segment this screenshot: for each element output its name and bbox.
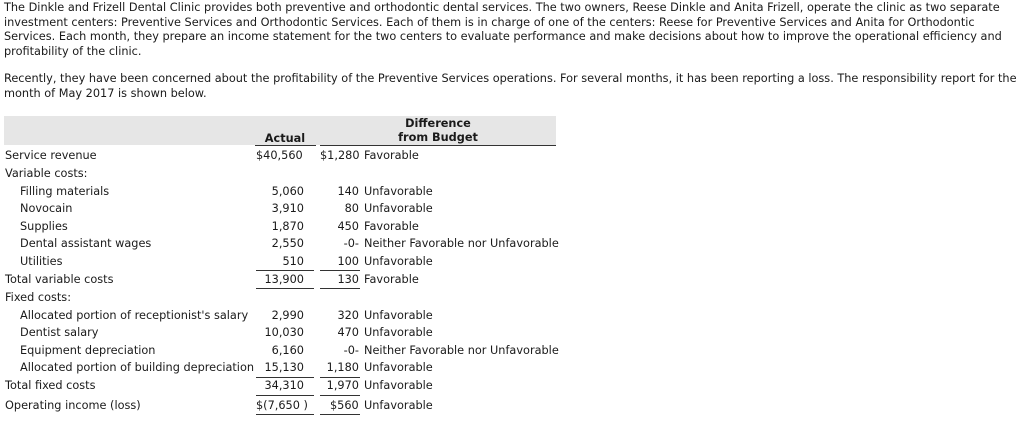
difference-amount: 450	[337, 220, 359, 233]
actual-amount: 2,990	[271, 309, 304, 322]
row-fixed-costs-heading	[0, 291, 560, 308]
difference-status: Unfavorable	[364, 399, 433, 412]
total-variable-difference-underline	[320, 288, 360, 289]
difference-amount: 320	[337, 309, 359, 322]
difference-header-underline	[320, 145, 556, 146]
operating-income-double-underline-1	[256, 414, 314, 415]
difference-status: Favorable	[364, 273, 419, 286]
building-depreciation-underline	[256, 377, 314, 378]
actual-column-header: Actual	[264, 132, 306, 145]
difference-status: Unfavorable	[364, 255, 433, 268]
building-depreciation-difference-underline	[320, 377, 360, 378]
total-fixed-difference-underline	[320, 395, 360, 396]
difference-amount: 470	[337, 326, 359, 339]
row-label: Equipment depreciation	[20, 344, 156, 357]
difference-status: Unfavorable	[364, 202, 433, 215]
intro-paragraph-1: The Dinkle and Frizell Dental Clinic provides both preventive and orthodontic dental services. The two owners, Reese Dinkle and Anita Frizell, operate the clinic as two separate investment centers: Preventive Services and Orthodontic Services. Each of them is in charge of one of the centers: Reese for Preventive Services and Anita for Orthodontic Services. Each month, they prepare an income statement for the two centers to evaluate performance and make decisions about how to improve the operational efficiency and profitability of the clinic.	[4, 1, 1002, 58]
row-label: Novocain	[20, 202, 73, 215]
difference-header-line2: from Budget	[398, 130, 478, 144]
difference-status: Unfavorable	[364, 379, 433, 392]
row-label: Utilities	[20, 255, 63, 268]
row-label: Filling materials	[20, 185, 110, 198]
difference-amount: $560	[330, 399, 359, 412]
row-receptionist-salary	[0, 309, 560, 326]
row-label: Total fixed costs	[5, 379, 96, 392]
difference-column-header	[364, 117, 512, 145]
difference-status: Unfavorable	[364, 185, 433, 198]
actual-amount: $(7,650 )	[256, 399, 308, 412]
responsibility-report	[0, 116, 560, 416]
row-label: Dentist salary	[20, 326, 99, 339]
actual-amount: 6,160	[271, 344, 304, 357]
row-equipment-depreciation	[0, 344, 560, 361]
row-service-revenue	[0, 149, 560, 166]
row-filling-materials	[0, 185, 560, 202]
actual-amount: 10,030	[264, 326, 304, 339]
operating-income-difference-double-underline-1	[320, 414, 360, 415]
row-label: Variable costs:	[5, 167, 88, 180]
difference-status: Neither Favorable nor Unfavorable	[364, 237, 559, 250]
row-label: Supplies	[20, 220, 68, 233]
difference-header-line1: Difference	[405, 117, 471, 130]
row-label: Dental assistant wages	[20, 237, 152, 250]
row-label: Fixed costs:	[5, 291, 71, 304]
utilities-difference-underline	[320, 270, 360, 271]
difference-amount: 80	[344, 202, 359, 215]
actual-amount: 13,900	[264, 273, 304, 286]
actual-amount: 15,130	[264, 361, 304, 374]
actual-amount: 510	[282, 255, 304, 268]
row-label: Service revenue	[5, 149, 97, 162]
difference-amount: -0-	[343, 237, 359, 250]
utilities-underline	[256, 270, 314, 271]
total-variable-underline	[256, 288, 314, 289]
difference-amount: -0-	[343, 344, 359, 357]
actual-amount: 5,060	[271, 185, 304, 198]
row-supplies	[0, 220, 560, 237]
difference-amount: 130	[337, 273, 359, 286]
row-variable-costs-heading	[0, 167, 560, 184]
total-fixed-underline	[256, 395, 314, 396]
difference-status: Neither Favorable nor Unfavorable	[364, 344, 559, 357]
actual-amount: $40,560	[256, 149, 303, 162]
difference-status: Unfavorable	[364, 361, 433, 374]
row-label: Allocated portion of receptionist's salary	[20, 309, 249, 322]
actual-header-underline	[255, 145, 316, 146]
row-dentist-salary	[0, 326, 560, 343]
actual-amount: 34,310	[264, 379, 304, 392]
difference-status: Unfavorable	[364, 309, 433, 322]
row-novocain	[0, 202, 560, 219]
row-dental-assistant-wages	[0, 237, 560, 254]
row-label: Allocated portion of building depreciation	[20, 361, 255, 374]
difference-amount: 100	[337, 255, 359, 268]
row-total-fixed-costs	[0, 379, 560, 396]
difference-amount: $1,280	[320, 149, 360, 162]
actual-amount: 1,870	[271, 220, 304, 233]
difference-amount: 1,970	[326, 379, 359, 392]
intro-paragraph-2: Recently, they have been concerned about the profitability of the Preventive Services operations. For several months, it has been reporting a loss. The responsibility report for the month of May 2017 is shown below.	[4, 72, 1017, 100]
row-label: Total variable costs	[5, 273, 114, 286]
difference-amount: 1,180	[326, 361, 359, 374]
row-building-depreciation	[0, 361, 560, 378]
row-label: Operating income (loss)	[5, 399, 141, 412]
difference-status: Favorable	[364, 220, 419, 233]
actual-amount: 3,910	[271, 202, 304, 215]
actual-amount: 2,550	[271, 237, 304, 250]
difference-amount: 140	[337, 185, 359, 198]
difference-status: Unfavorable	[364, 326, 433, 339]
difference-status: Favorable	[364, 149, 419, 162]
